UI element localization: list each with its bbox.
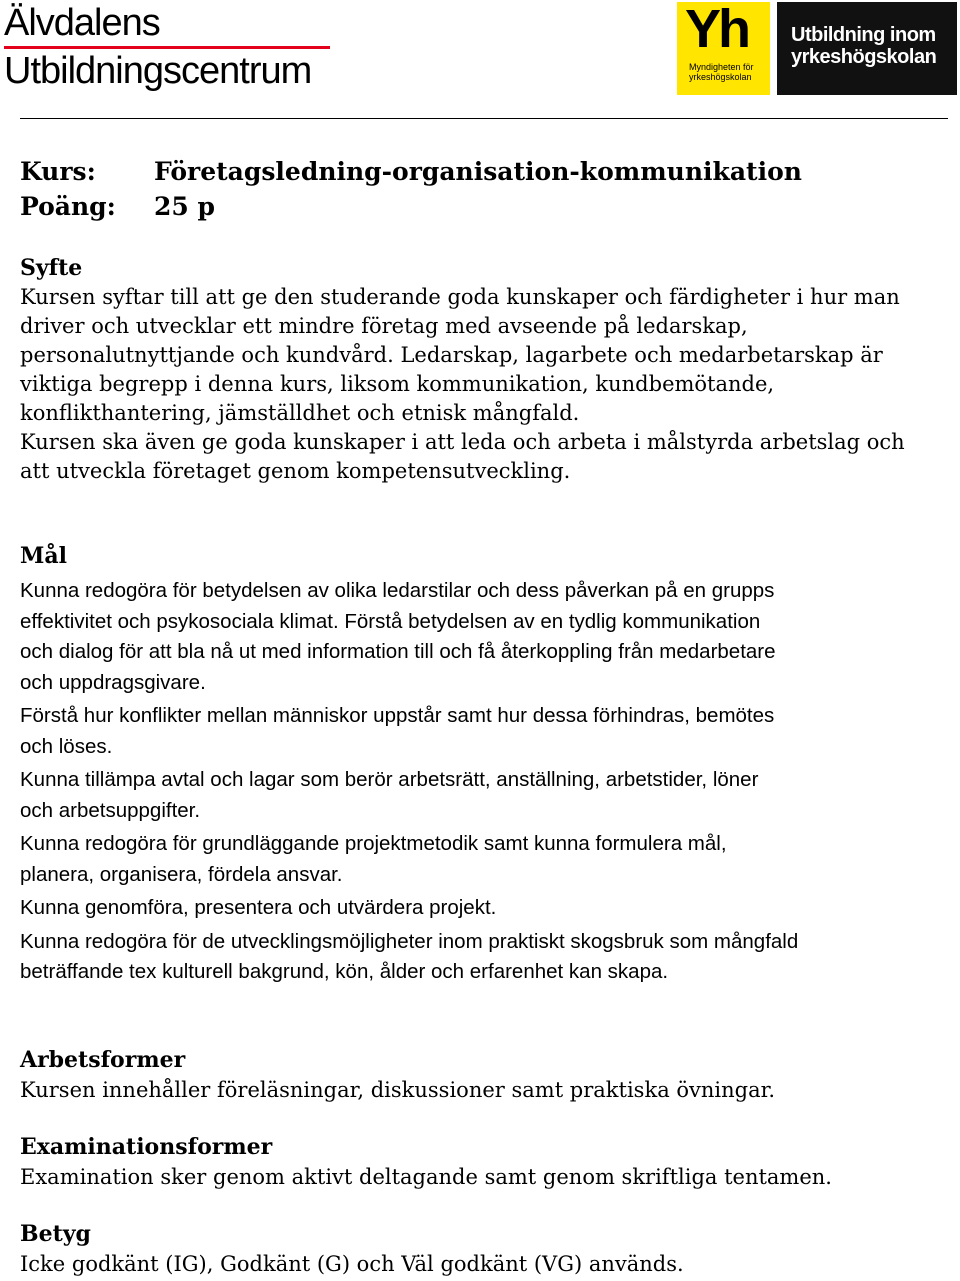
mal-line: Kunna redogöra för grundläggande projektmetodik samt kunna formulera mål, [20,832,727,855]
mal-line: Kunna genomföra, presentera och utvärdera projekt. [20,896,497,919]
syfte-text [20,283,920,486]
syfte-line: viktiga begrepp i denna kurs, liksom kommunikation, kundbemötande, [20,372,775,396]
logo-line-1: Älvdalens [4,2,160,44]
arbetsformer-heading: Arbetsformer [20,1047,186,1073]
mal-text [20,576,920,991]
header-divider [20,118,948,119]
mal-heading: Mål [20,543,67,569]
syfte-line: att utveckla företaget genom kompetensutveckling. [20,459,571,483]
mal-line: och arbetsuppgifter. [20,798,201,822]
mal-paragraph [20,829,920,890]
yh-logo-text: Yh [685,0,749,59]
examinationsformer-heading: Examinationsformer [20,1134,273,1160]
mal-line: Förstå hur konflikter mellan människor uppstår samt hur dessa förhindras, bemötes [20,704,775,727]
poang-value: 25 p [154,192,215,221]
arbetsformer-text: Kursen innehåller föreläsningar, diskussioner samt praktiska övningar. [20,1078,776,1102]
syfte-line: Kursen syftar till att ge den studerande goda kunskaper och färdigheter i hur man [20,285,900,309]
syfte-line: konflikthantering, jämställdhet och etnisk mångfald. [20,401,580,425]
yh-logo-subtext: Myndigheten för yrkeshögskolan [689,62,754,82]
betyg-text: Icke godkänt (IG), Godkänt (G) och Väl godkänt (VG) används. [20,1252,684,1276]
mal-line: och löses. [20,734,113,758]
mal-paragraph [20,701,920,762]
logo-line-2: Utbildningscentrum [4,50,312,92]
logo-red-line [4,46,330,49]
mal-paragraph [20,765,920,826]
examinationsformer-text: Examination sker genom aktivt deltagande samt genom skriftliga tentamen. [20,1165,832,1189]
poang-label: Poäng: [20,192,116,221]
mal-paragraph [20,893,920,924]
alvdalens-logo [4,2,334,94]
mal-paragraph [20,927,920,988]
mal-line: och dialog för att bla nå ut med information till och få återkoppling från medarbetare [20,640,776,663]
yh-wordmark-text: Utbildning inom yrkeshögskolan [791,24,937,68]
yh-logo-wordmark [777,2,957,95]
syfte-line: personalutnyttjande och kundvård. Ledarskap, lagarbete och medarbetarskap är [20,343,883,367]
mal-line: Kunna tillämpa avtal och lagar som berör arbetsrätt, anställning, arbetstider, löner [20,768,759,791]
mal-line: beträffande tex kulturell bakgrund, kön, ålder och erfarenhet kan skapa. [20,960,669,983]
mal-line: effektivitet och psykosociala klimat. Förstå betydelsen av en tydlig kommunikation [20,609,761,633]
syfte-line: driver och utvecklar ett mindre företag med avseende på ledarskap, [20,314,748,338]
mal-paragraph [20,576,920,698]
kurs-value: Företagsledning-organisation-kommunikation [154,157,802,186]
mal-line: planera, organisera, fördela ansvar. [20,862,343,886]
syfte-line: Kursen ska även ge goda kunskaper i att leda och arbeta i målstyrda arbetslag och [20,430,905,454]
syfte-heading: Syfte [20,255,83,281]
mal-line: Kunna redogöra för betydelsen av olika ledarstilar och dess påverkan på en grupps [20,579,775,602]
mal-line: och uppdragsgivare. [20,670,206,694]
mal-line: Kunna redogöra för de utvecklingsmöjligheter inom praktiskt skogsbruk som mångfald [20,929,799,953]
kurs-label: Kurs: [20,157,96,186]
betyg-heading: Betyg [20,1221,91,1247]
yh-logo [677,2,770,95]
